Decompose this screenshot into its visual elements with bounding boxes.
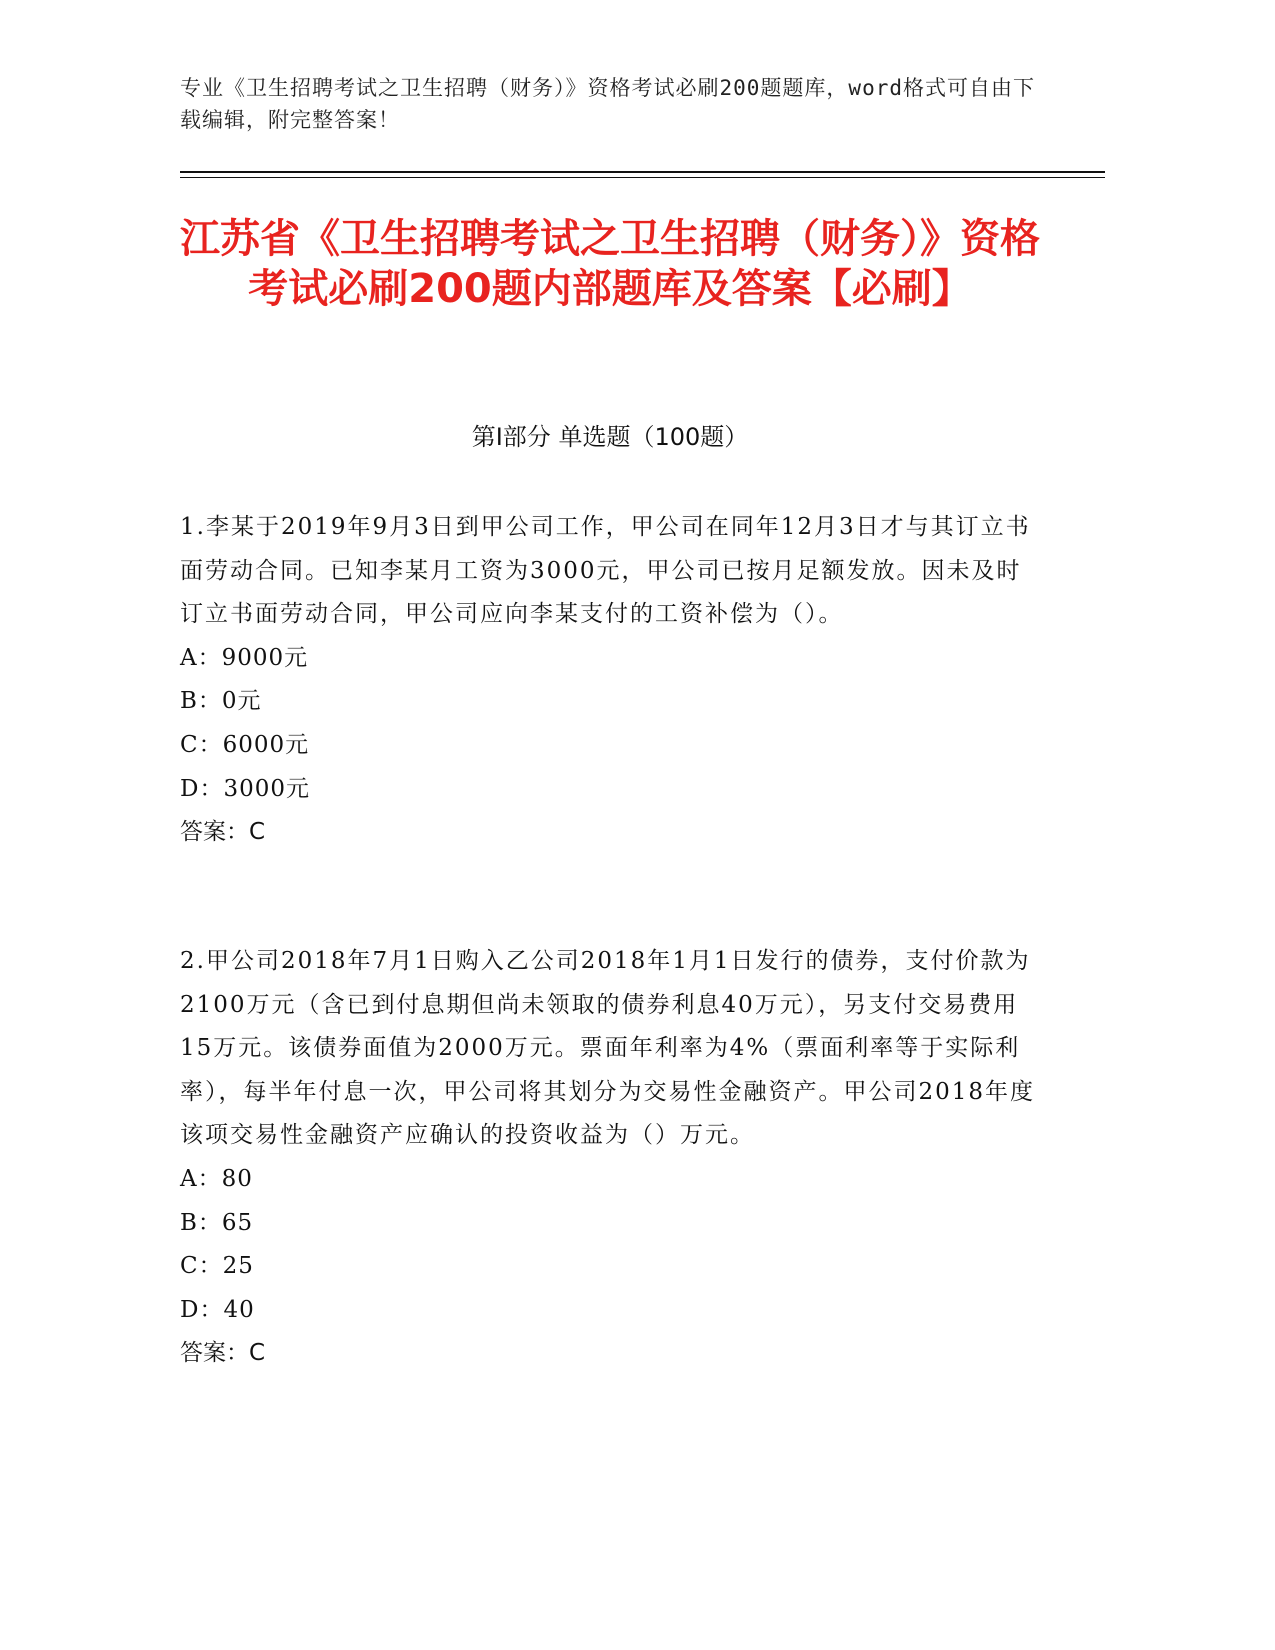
option-a: A：80	[180, 1165, 253, 1192]
question-1	[180, 506, 1040, 855]
option-d: D：40	[180, 1296, 255, 1323]
answer: 答案：C	[180, 1340, 266, 1367]
question-stem: 2.甲公司2018年7月1日购入乙公司2018年1月1日发行的债券，支付价款为2100万元（含已到付息期但尚未领取的债券利息40万元），另支付交易费用15万元。该债券面值为2000万元。票面年利率为4%（票面利率等于实际利率），每半年付息一次，甲公司将其划分为交易性金融资产。甲公司2018年度该项交易性金融资产应确认的投资收益为（）万元。	[180, 948, 1036, 1149]
document-title: 江苏省《卫生招聘考试之卫生招聘（财务）》资格考试必刷200题内部题库及答案【必刷】	[180, 216, 1040, 312]
option-a: A：9000元	[180, 644, 309, 671]
option-d: D：3000元	[180, 775, 310, 802]
option-b: B：0元	[180, 688, 262, 715]
header-note: 专业《卫生招聘考试之卫生招聘（财务）》资格考试必刷200题题库，word格式可自由下载编辑，附完整答案！	[180, 76, 1035, 132]
question-2	[180, 940, 1040, 1376]
header-divider-thick	[180, 171, 1105, 173]
option-c: C：6000元	[180, 731, 310, 758]
answer: 答案：C	[180, 819, 266, 846]
option-b: B：65	[180, 1209, 254, 1236]
option-c: C：25	[180, 1253, 254, 1280]
section-heading: 第I部分 单选题（100题）	[471, 423, 749, 451]
header-divider-thin	[180, 177, 1105, 178]
question-stem: 1.李某于2019年9月3日到甲公司工作，甲公司在同年12月3日才与其订立书面劳动合同。已知李某月工资为3000元，甲公司已按月足额发放。因未及时订立书面劳动合同，甲公司应向李某支付的工资补偿为（）。	[180, 514, 1031, 628]
